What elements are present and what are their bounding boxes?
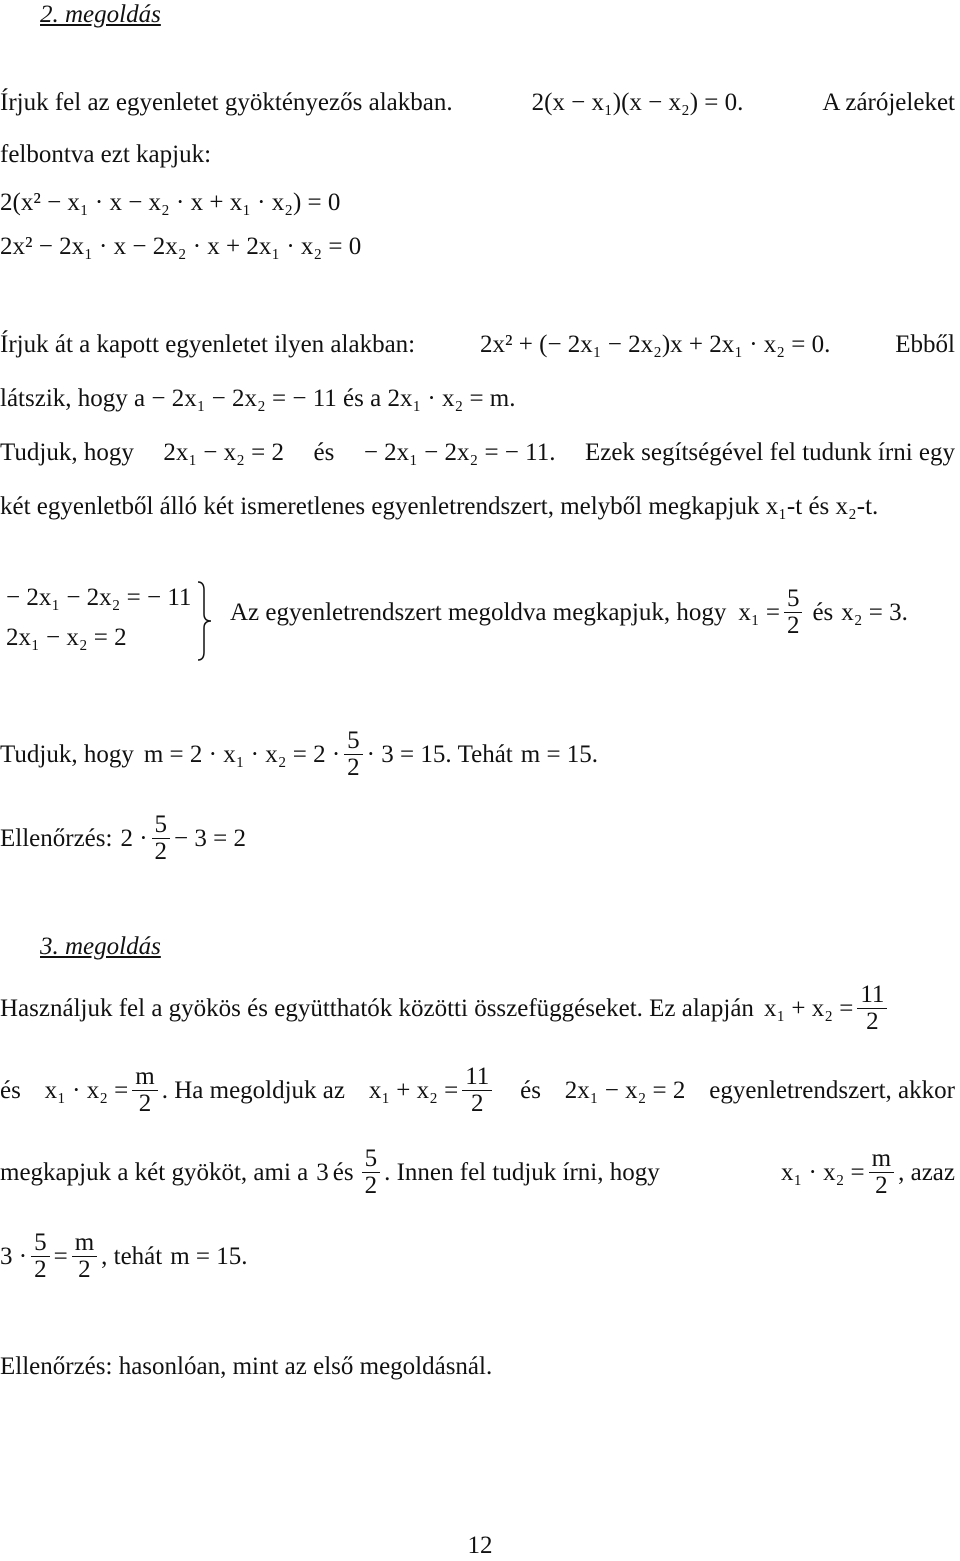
denominator: 2 bbox=[362, 1172, 381, 1199]
numerator: 5 bbox=[154, 811, 168, 838]
text: . Innen fel tudjuk írni, hogy bbox=[384, 1158, 660, 1186]
fraction bbox=[869, 1146, 894, 1199]
math-expression: = bbox=[53, 1242, 68, 1270]
numerator: m bbox=[871, 1145, 892, 1172]
fraction bbox=[72, 1230, 97, 1283]
math-expression: m = 15. bbox=[170, 1242, 248, 1270]
math-expression: − 2x₁ − 2x₂ = − 11. bbox=[363, 439, 556, 466]
fraction bbox=[31, 1230, 50, 1283]
denominator: 2 bbox=[784, 612, 803, 639]
system-equation-2: 2x₁ − x₂ = 2 bbox=[6, 624, 127, 651]
text: Ezek segítségével fel tudunk írni egy bbox=[584, 439, 955, 466]
denominator: 2 bbox=[132, 1090, 157, 1117]
text: és bbox=[520, 1076, 541, 1104]
numerator: 5 bbox=[34, 1229, 47, 1256]
paragraph-line bbox=[0, 88, 955, 118]
math-expression: · 3 = 15. bbox=[366, 740, 452, 768]
paragraph-line bbox=[0, 812, 246, 865]
text: Ellenőrzés: bbox=[0, 824, 113, 852]
math-expression: x₁ = bbox=[738, 598, 780, 626]
fraction bbox=[152, 812, 171, 865]
denominator: 2 bbox=[344, 754, 363, 781]
denominator: 2 bbox=[31, 1256, 50, 1283]
math-expression: 3 · bbox=[0, 1242, 28, 1270]
math-expression: m = 15. bbox=[520, 740, 599, 768]
page-number: 12 bbox=[467, 1532, 493, 1559]
math-expression: x₁ · x₂ = bbox=[781, 1158, 865, 1186]
denominator: 2 bbox=[462, 1090, 492, 1117]
paragraph-line bbox=[0, 1146, 955, 1199]
text: Használjuk fel a gyökös és együtthatók közötti összefüggéseket. Ez alapján bbox=[0, 994, 754, 1022]
math-expression: 2 · bbox=[120, 824, 148, 852]
equation: 2x² − 2x₁ · x − 2x₂ · x + 2x₁ · x₂ = 0 bbox=[0, 233, 362, 260]
brace-icon bbox=[196, 580, 214, 662]
text: és bbox=[332, 1158, 354, 1186]
fraction bbox=[857, 982, 887, 1035]
paragraph-line bbox=[0, 982, 891, 1035]
numerator: 11 bbox=[465, 1063, 490, 1090]
math-expression: 3 bbox=[316, 1158, 329, 1186]
text: megkapjuk a két gyököt, ami a bbox=[0, 1158, 309, 1186]
fraction bbox=[784, 586, 803, 639]
text: látszik, hogy a bbox=[0, 385, 146, 412]
fraction bbox=[462, 1064, 492, 1117]
text: és bbox=[812, 598, 834, 626]
math-expression: 2x₁ − x₂ = 2 bbox=[564, 1076, 686, 1104]
text: Írjuk át a kapott egyenletet ilyen alakban: bbox=[0, 331, 416, 358]
math-expression: 2x² + (− 2x₁ − 2x₂)x + 2x₁ · x₂ = 0. bbox=[480, 331, 831, 358]
numerator: 11 bbox=[860, 981, 885, 1008]
text: , tehát bbox=[101, 1242, 163, 1270]
section-heading-3: 3. megoldás bbox=[40, 933, 161, 960]
numerator: 5 bbox=[347, 727, 360, 754]
math-expression: m = 2 · x₁ · x₂ = 2 · bbox=[143, 740, 341, 768]
math-group bbox=[369, 1064, 496, 1117]
paragraph-line bbox=[0, 330, 955, 360]
math-expression: x₁ + x₂ = bbox=[368, 1076, 459, 1104]
paragraph-line bbox=[0, 1064, 955, 1117]
fraction bbox=[344, 728, 363, 781]
text: Tudjuk, hogy bbox=[0, 439, 134, 466]
math-expression: 2x₁ − x₂ = 2 bbox=[163, 439, 284, 466]
math-expression: x₁ + x₂ = bbox=[763, 994, 854, 1022]
denominator: 2 bbox=[72, 1256, 97, 1283]
text-group bbox=[0, 1146, 660, 1199]
math-expression: 2x₁ · x₂ = m. bbox=[387, 385, 516, 412]
fraction bbox=[132, 1064, 157, 1117]
numerator: 5 bbox=[786, 585, 800, 612]
text: A zárójeleket bbox=[822, 89, 955, 116]
math-group bbox=[781, 1146, 955, 1199]
math-expression: x₁ · x₂ = bbox=[44, 1076, 129, 1104]
text: és bbox=[313, 439, 335, 466]
system-equation-1: − 2x₁ − 2x₂ = − 11 bbox=[6, 584, 192, 611]
math-group bbox=[45, 1064, 345, 1117]
paragraph-line bbox=[0, 438, 955, 468]
system-solution bbox=[230, 586, 908, 639]
paragraph-line: Ellenőrzés: hasonlóan, mint az első megoldásnál. bbox=[0, 1353, 493, 1380]
text: . Ha megoldjuk az bbox=[161, 1076, 345, 1104]
numerator: m bbox=[74, 1229, 95, 1256]
section-heading-2: 2. megoldás bbox=[40, 1, 161, 28]
denominator: 2 bbox=[152, 838, 171, 865]
paragraph-line bbox=[0, 1230, 248, 1283]
denominator: 2 bbox=[857, 1008, 887, 1035]
denominator: 2 bbox=[869, 1172, 894, 1199]
math-expression: − 3 = 2 bbox=[174, 824, 246, 852]
paragraph-line bbox=[0, 384, 516, 414]
equation-system bbox=[0, 580, 960, 670]
numerator: 5 bbox=[364, 1145, 378, 1172]
text: és a bbox=[343, 385, 382, 412]
fraction bbox=[362, 1146, 381, 1199]
paragraph-line: két egyenletből álló két ismeretlenes egyenletrendszert, melyből megkapjuk x₁-t és x₂-t. bbox=[0, 493, 879, 520]
paragraph-line: felbontva ezt kapjuk: bbox=[0, 141, 212, 168]
text: Az egyenletrendszert megoldva megkapjuk, hogy bbox=[230, 598, 727, 626]
text: Írjuk fel az egyenletet gyöktényezős alakban. bbox=[0, 89, 453, 116]
equation: 2(x² − x₁ · x − x₂ · x + x₁ · x₂) = 0 bbox=[0, 189, 341, 216]
paragraph-line bbox=[0, 728, 598, 781]
math-expression: − 2x₁ − 2x₂ = − 11 bbox=[151, 385, 337, 412]
text: Tudjuk, hogy bbox=[0, 740, 134, 768]
text: Tehát bbox=[457, 740, 513, 768]
text: Ebből bbox=[895, 331, 955, 358]
math-expression: 2(x − x₁)(x − x₂) = 0. bbox=[531, 89, 744, 116]
text: és bbox=[0, 1076, 21, 1104]
text: , azaz bbox=[898, 1158, 955, 1186]
text: egyenletrendszert, akkor bbox=[709, 1076, 955, 1104]
math-expression: x₂ = 3. bbox=[841, 598, 908, 626]
numerator: m bbox=[135, 1063, 155, 1090]
